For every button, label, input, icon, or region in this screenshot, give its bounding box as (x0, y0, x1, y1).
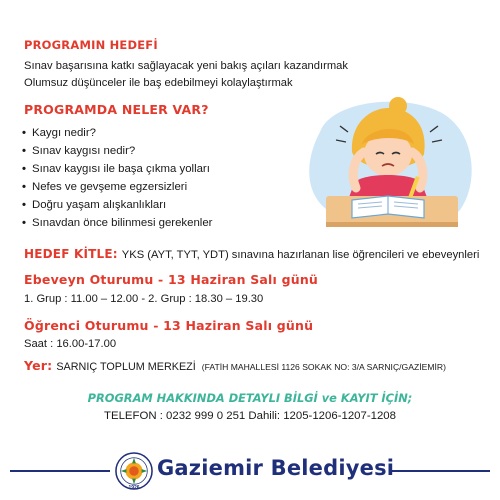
bullet-icon: • (22, 145, 26, 157)
bullet-icon: • (22, 181, 26, 193)
target-label: HEDEF KİTLE: (24, 247, 118, 261)
bullet-icon: • (22, 163, 26, 175)
place-name: SARNIÇ TOPLUM MERKEZİ (56, 361, 196, 373)
list-item: • Sınavdan önce bilinmesi gerekenler (22, 214, 252, 232)
student-session-heading: Öğrenci Oturumu - 13 Haziran Salı günü (24, 318, 314, 333)
goal-line-2: Olumsuz düşünceler ile baş edebilmeyi kolaylaştırmak (24, 77, 293, 89)
contents-list (22, 124, 252, 232)
student-session-time: Saat : 16.00-17.00 (24, 338, 117, 350)
parent-session-heading: Ebeveyn Oturumu - 13 Haziran Salı günü (24, 272, 319, 287)
list-item: • Sınav kaygısı ile başa çıkma yolları (22, 160, 252, 178)
target-text: YKS (AYT, TYT, YDT) sınavına hazırlanan lise öğrencileri ve ebeveynleri (121, 249, 480, 261)
list-item: • Kaygı nedir? (22, 124, 252, 142)
list-item: • Nefes ve gevşeme egzersizleri (22, 178, 252, 196)
contents-heading: PROGRAMDA NELER VAR? (24, 102, 209, 117)
logo-year: 1926 (128, 485, 140, 491)
phone-line: TELEFON : 0232 999 0 251 Dahili: 1205-1206-1207-1208 (104, 410, 396, 422)
parent-session-times: 1. Grup : 11.00 – 12.00 - 2. Grup : 18.30 – 19.30 (24, 293, 264, 305)
goal-line-1: Sınav başarısına katkı sağlayacak yeni bakış açıları kazandırmak (24, 60, 348, 72)
bullet-icon: • (22, 199, 26, 211)
place-label: Yer: (24, 358, 53, 373)
list-item: • Doğru yaşam alışkanlıkları (22, 196, 252, 214)
place-row (24, 357, 446, 375)
footer-divider-left (10, 470, 110, 472)
hair-bun (389, 97, 407, 115)
brand-name: Gaziemir Belediyesi (157, 456, 395, 480)
footer-divider-right (390, 470, 490, 472)
target-audience (24, 247, 479, 261)
stressed-student-illustration (290, 92, 480, 242)
list-item: • Sınav kaygısı nedir? (22, 142, 252, 160)
info-heading: PROGRAM HAKKINDA DETAYLI BİLGİ ve KAYIT İÇİN; (87, 391, 413, 405)
bullet-icon: • (22, 217, 26, 229)
goal-heading: PROGRAMIN HEDEFİ (24, 38, 158, 52)
place-address: (FATİH MAHALLESİ 1126 SOKAK NO: 3/A SARNIÇ/GAZİEMİR) (201, 362, 446, 372)
footer (0, 442, 500, 500)
bullet-icon: • (22, 127, 26, 139)
